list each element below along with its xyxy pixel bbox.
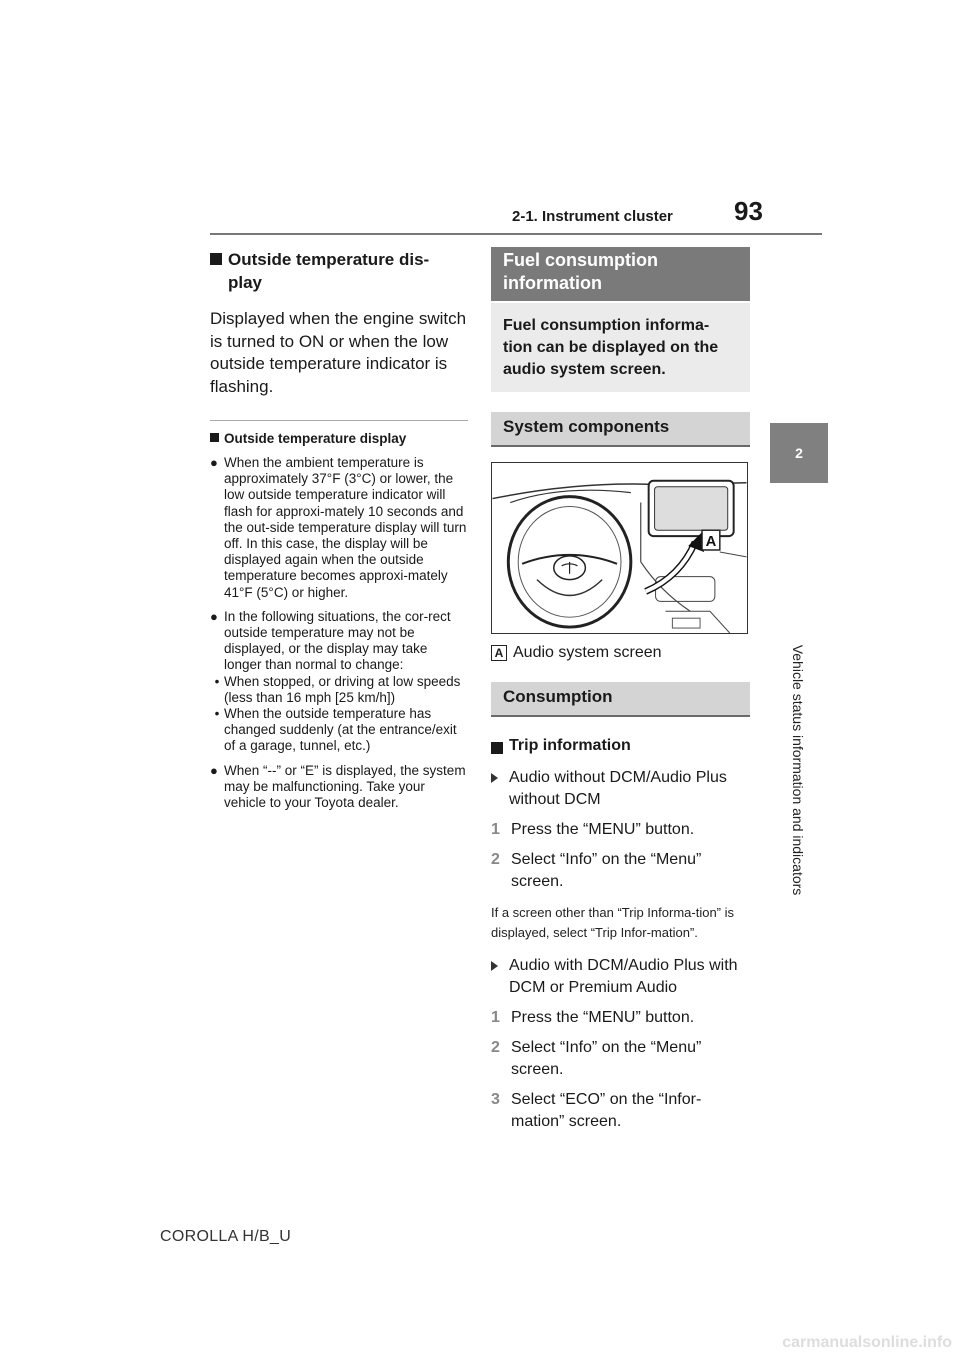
triangle-bullet-icon bbox=[491, 961, 498, 971]
notes-divider bbox=[210, 420, 468, 421]
callout-label: A bbox=[705, 534, 717, 551]
callout-label-box: A bbox=[491, 645, 507, 661]
step-item: 2 Select “Info” on the “Menu” screen. bbox=[491, 851, 702, 890]
trip-info-heading: Trip information bbox=[491, 737, 750, 755]
dashboard-illustration bbox=[491, 462, 748, 634]
note-heading: Outside temperature display bbox=[210, 430, 468, 447]
variant-heading: Audio with DCM/Audio Plus with DCM or Premium Audio bbox=[491, 955, 750, 999]
step-item: 2 Select “Info” on the “Menu” screen. bbox=[491, 1039, 702, 1078]
chapter-tab bbox=[770, 423, 828, 483]
outside-temp-heading: Outside temperature dis- bbox=[210, 248, 468, 271]
watermark: carmanualsonline.info bbox=[782, 1334, 952, 1351]
note-item: ● In the following situations, the cor-rect outside temperature may not be displayed, or the display may take longer than normal to change: bbox=[210, 608, 451, 673]
circle-bullet-icon: ● bbox=[210, 608, 218, 624]
right-column bbox=[491, 247, 750, 1133]
square-bullet-icon bbox=[210, 253, 222, 265]
fuel-consumption-summary: Fuel consumption informa-tion can be displayed on the audio system screen. bbox=[491, 303, 750, 392]
trip-info-note: If a screen other than “Trip Informa-tion” is displayed, select “Trip Infor-mation”. bbox=[491, 905, 735, 940]
step-item: 1 Press the “MENU” button. bbox=[491, 821, 695, 838]
variant-heading: Audio without DCM/Audio Plus without DCM bbox=[491, 767, 750, 811]
step-item: 1 Press the “MENU” button. bbox=[491, 1009, 695, 1026]
outside-temp-description: Displayed when the engine switch is turned to ON or when the low outside temperature indicator is flashing. bbox=[210, 309, 467, 396]
fuel-consumption-heading: Fuel consumption information bbox=[491, 247, 750, 301]
outside-temp-heading-cont: play bbox=[228, 273, 263, 292]
square-bullet-icon bbox=[210, 433, 219, 442]
chapter-number: 2 bbox=[795, 445, 803, 461]
chapter-label: Vehicle status information and indicators bbox=[790, 644, 806, 896]
circle-bullet-icon: ● bbox=[210, 455, 218, 470]
circle-bullet-icon: ● bbox=[210, 762, 218, 778]
note-item: ● When the ambient temperature is approximately 37°F (3°C) or lower, the low outside temperature indicator will flash for approxi-mately 10 seconds and the out-side temperature display will turn off. In this case, the display will be displayed again when the outside temperature becomes approxi-mately 41°F (5°C) or higher. bbox=[210, 455, 467, 600]
system-components-heading: System components bbox=[491, 412, 750, 447]
consumption-heading: Consumption bbox=[491, 682, 750, 717]
section-title: 2-1. Instrument cluster bbox=[512, 208, 673, 225]
sub-list-item: • When stopped, or driving at low speeds (less than 16 mph [25 km/h]) bbox=[210, 674, 468, 706]
sub-list-item: • When the outside temperature has changed suddenly (at the entrance/exit of a garage, tunnel, etc.) bbox=[210, 706, 468, 755]
model-footer: COROLLA H/B_U bbox=[160, 1228, 292, 1245]
note-item: ● When “--” or “E” is displayed, the system may be malfunctioning. Take your vehicle to your Toyota dealer. bbox=[210, 762, 466, 811]
page-number: 93 bbox=[734, 196, 763, 226]
illustration-caption: A Audio system screen bbox=[491, 644, 750, 662]
left-column bbox=[210, 248, 468, 811]
header-rule bbox=[210, 233, 822, 235]
square-bullet-icon bbox=[491, 742, 503, 754]
triangle-bullet-icon bbox=[491, 773, 498, 783]
dot-bullet-icon: • bbox=[214, 673, 220, 689]
step-item: 3 Select “ECO” on the “Infor-mation” screen. bbox=[491, 1091, 702, 1130]
dot-bullet-icon: • bbox=[214, 706, 220, 722]
